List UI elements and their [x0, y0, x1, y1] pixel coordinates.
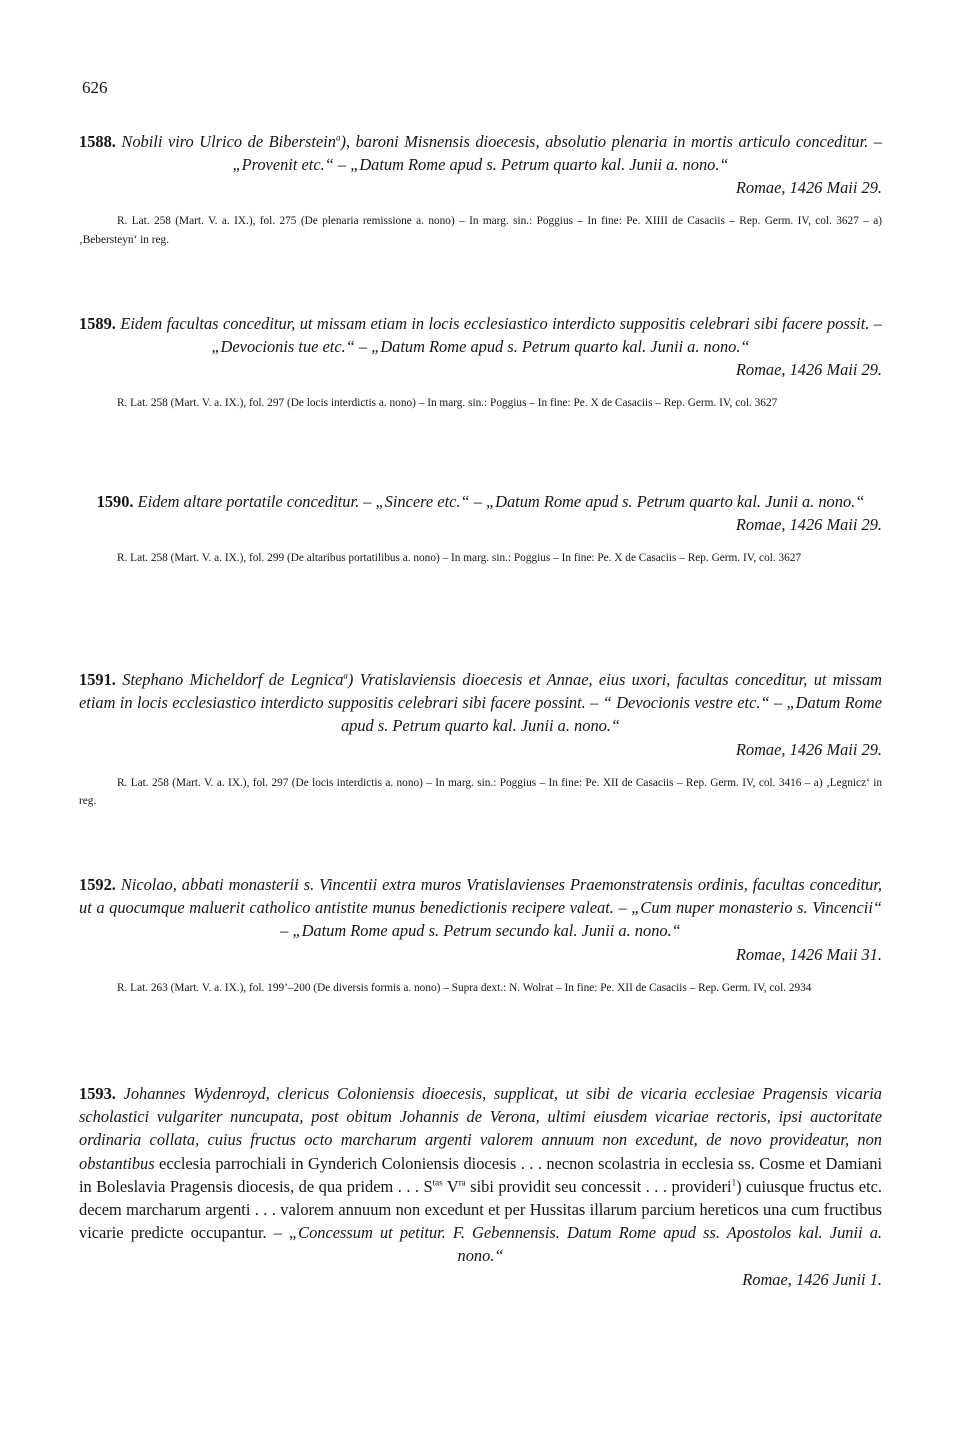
text-part: Johannes Wydenroyd, clericus Coloniensis dioecesis, supplicat, ut sibi de vicaria ecclesiae Pragensis vicaria scholastici vulgariter nuncupata, post obitum Johannis de Verona, ultimi eiusdem vicariae rectoris, ipsi auctoritate ordinaria collata, cuius fructus octo marcharum argenti valorem annuum non excedunt, de novo provideatur, non obstantibus	[79, 1084, 882, 1173]
superscript: tas	[432, 1177, 443, 1188]
entry-text	[79, 312, 882, 358]
entry-1592	[79, 873, 882, 997]
entry-1593	[79, 1082, 882, 1291]
entry-1590	[79, 490, 882, 568]
text-part: ) Vratislaviensis dioecesis et Annae, eius uxori, facultas conceditur, ut missam etiam in locis ecclesiastico interdicto suppositis celebrari sibi facere possint. – “ Devocionis vestre etc.“ – „Datum Rome apud s. Petrum quarto kal. Junii a. nono.“	[79, 670, 882, 736]
text-part-roman: ecclesia parrochiali in Gynderich Coloniensis diocesis . . . necnon scolastria in ecclesia ss. Cosme et Damiani in Boleslavia Pragensis diocesis, de qua pridem . . . S	[79, 1153, 882, 1196]
entry-text	[79, 490, 882, 513]
page-number: 626	[82, 78, 108, 97]
entry-number: 1593.	[79, 1084, 116, 1103]
entry-date: Romae, 1426 Maii 29.	[735, 360, 882, 380]
register-note: R. Lat. 258 (Mart. V. a. IX.), fol. 275 (De plenaria remissione a. nono) – In marg. sin.: Poggius – In fine: Pe. XIIII de Casaciis – Rep. Germ. IV, col. 3627 – a) ‚Bebersteyn‘ in reg.	[79, 215, 882, 246]
entry-number: 1592.	[79, 875, 116, 894]
register-note: R. Lat. 263 (Mart. V. a. IX.), fol. 199’–200 (De diversis formis a. nono) – Supra dext.: N. Wolrat – In fine: Pe. XII de Casaciis – Rep. Germ. IV, col. 2934	[117, 981, 812, 994]
text-part: ), baroni Misnensis dioecesis, absolutio plenaria in mortis articulo conceditur. – „Provenit etc.“ – „Datum Rome apud s. Petrum quarto kal. Junii a. nono.“	[232, 132, 882, 175]
entry-text	[79, 1082, 882, 1268]
entry-text	[79, 130, 882, 176]
register-note: R. Lat. 258 (Mart. V. a. IX.), fol. 297 (De locis interdictis a. nono) – In marg. sin.: Poggius – In fine: Pe. X de Casaciis – Rep. Germ. IV, col. 3627	[117, 397, 778, 410]
text-part-roman: ) cuiusque fructus etc. decem marcharum argenti . . . valorem annuum non excedunt et per Hussitas illarum parcium hereticos una cum fructibus vicarie predicte occupantur. –	[79, 1176, 883, 1243]
entry-date: Romae, 1426 Maii 29.	[735, 739, 882, 759]
text-part: Eidem altare portatile conceditur. – „Sincere etc.“ – „Datum Rome apud s. Petrum quarto kal. Junii a. nono.“	[133, 492, 865, 511]
text-part: Eidem facultas conceditur, ut missam etiam in locis ecclesiastico interdicto suppositis celebrari sibi facere possit. – „Devocionis tue etc.“ – „Datum Rome apud s. Petrum quarto kal. Junii a. nono.“	[115, 314, 882, 357]
entry-date: Romae, 1426 Maii 31.	[735, 944, 882, 964]
text-part: Stephano Micheldorf de Legnica	[115, 670, 344, 689]
entry-date: Romae, 1426 Junii 1.	[742, 1269, 882, 1289]
register-note: R. Lat. 258 (Mart. V. a. IX.), fol. 299 (De altaribus portatilibus a. nono) – In marg. sin.: Poggius – In fine: Pe. X de Casaciis – Rep. Germ. IV, col. 3627	[117, 552, 802, 565]
entry-number: 1589.	[79, 314, 116, 333]
register-note: R. Lat. 258 (Mart. V. a. IX.), fol. 297 (De locis interdictis a. nono) – In marg. sin.: Poggius – In fine: Pe. XII de Casaciis – Rep. Germ. IV, col. 3416 – a) ‚Legnicz‘ in reg.	[79, 776, 882, 808]
entry-date: Romae, 1426 Maii 29.	[735, 178, 882, 198]
entry-number: 1590.	[96, 492, 134, 511]
entry-number: 1588.	[79, 132, 116, 151]
text-part: Nobili viro Ulrico de Biberstein	[115, 132, 337, 151]
footnote-marker: a	[343, 670, 348, 681]
entry-text	[79, 873, 882, 943]
footnote-marker: a	[336, 132, 341, 143]
text-part: „Concessum ut petitur. F. Gebennensis. Datum Rome apud ss. Apostolos kal. Junii a. nono.“	[281, 1223, 882, 1266]
entry-number: 1591.	[79, 670, 116, 689]
text-part-roman: sibi providit seu concessit . . . provideri	[465, 1176, 732, 1196]
entry-text	[79, 668, 882, 738]
entry-1591	[79, 668, 882, 811]
footnote-marker: 1	[731, 1177, 737, 1188]
text-part-roman: V	[442, 1176, 459, 1196]
superscript: ra	[458, 1177, 466, 1188]
text-part: Nicolao, abbati monasterii s. Vincentii extra muros Vratislavienses Praemonstratensis ordinis, facultas conceditur, ut a quocumque maluerit catholico antistite munus benedictionis recipere valeat. – „Cum nuper monasterio s. Vincencii“ – „Datum Rome apud s. Petrum secundo kal. Junii a. nono.“	[79, 875, 882, 941]
entry-1588	[79, 130, 882, 249]
entry-1589	[79, 312, 882, 413]
entry-date: Romae, 1426 Maii 29.	[735, 515, 882, 535]
